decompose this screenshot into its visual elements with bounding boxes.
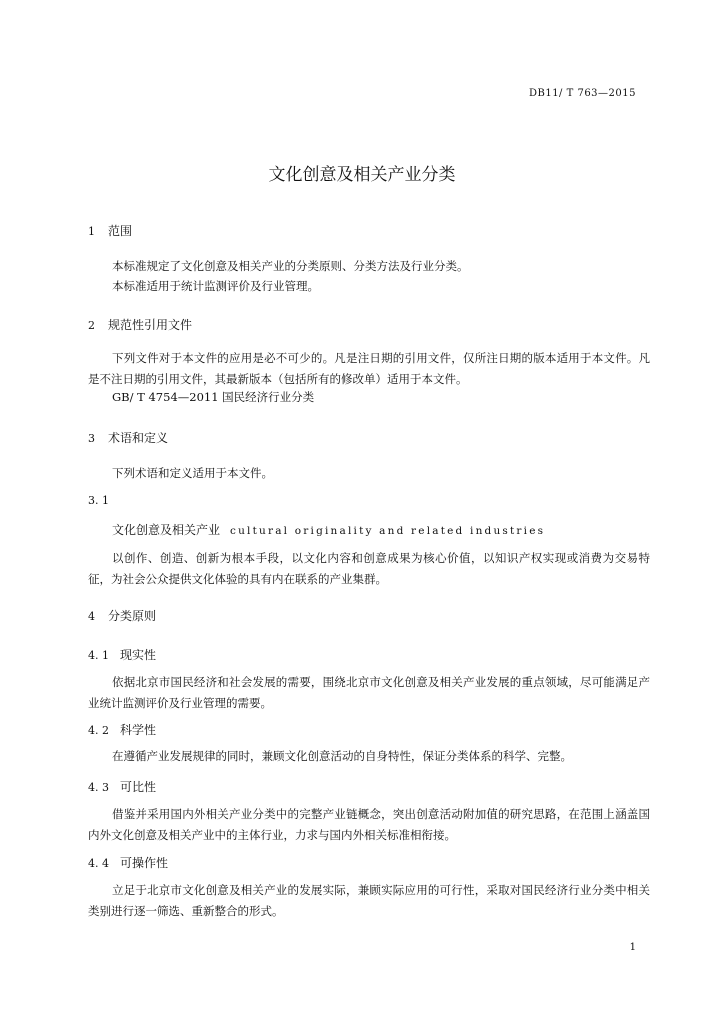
term-english: cultural originality and related industries — [230, 525, 546, 537]
section-title: 范围 — [108, 224, 133, 238]
section-number: 2 — [88, 319, 95, 332]
subsection-number: 3. 1 — [88, 494, 109, 507]
subsection-title: 可比性 — [120, 780, 157, 794]
subsection-number: 4. 1 — [88, 649, 109, 662]
subsection-4-2-heading — [88, 721, 156, 738]
section-3-heading — [88, 429, 168, 446]
section-title: 分类原则 — [108, 609, 157, 623]
subsection-4-1-heading — [88, 646, 156, 663]
term-entry — [112, 521, 545, 538]
subsection-number: 4. 4 — [88, 857, 109, 870]
term-definition: 以创作、创造、创新为根本手段，以文化内容和创意成果为核心价值，以知识产权实现或消费为交易特征，为社会公众提供文化体验的具有内在联系的产业集群。 — [88, 551, 650, 586]
subsection-4-3-heading — [88, 778, 156, 795]
section-number: 1 — [88, 225, 95, 238]
section-number: 4 — [88, 610, 95, 623]
paragraph: 下列文件对于本文件的应用是必不可少的。凡是注日期的引用文件，仅所注日期的版本适用于本文件。凡是不注日期的引用文件，其最新版本（包括所有的修改单）适用于本文件。 — [88, 351, 650, 386]
document-title: 文化创意及相关产业分类 — [268, 165, 456, 185]
paragraph: 在遵循产业发展规律的同时，兼顾文化创意活动的自身特性，保证分类体系的科学、完整。 — [112, 749, 572, 763]
section-4-heading — [88, 607, 156, 624]
subsection-4-4-heading — [88, 854, 168, 871]
subsection-title: 可操作性 — [120, 856, 169, 870]
section-2-heading — [88, 316, 192, 333]
term-chinese: 文化创意及相关产业 — [112, 523, 221, 537]
paragraph: 借鉴并采用国内外相关产业分类中的完整产业链概念，突出创意活动附加值的研究思路，在范围上涵盖国内外文化创意及相关产业中的主体行业，力求与国内外相关标准相衔接。 — [88, 807, 650, 842]
paragraph: 立足于北京市文化创意及相关产业的发展实际，兼顾实际应用的可行性，采取对国民经济行业分类中相关类别进行逐一筛选、重新整合的形式。 — [88, 883, 650, 918]
section-1-heading — [88, 222, 132, 239]
paragraph: 本标准适用于统计监测评价及行业管理。 — [112, 279, 319, 293]
subsection-number: 4. 2 — [88, 724, 109, 737]
section-title: 规范性引用文件 — [108, 318, 193, 332]
subsection-title: 现实性 — [120, 648, 157, 662]
paragraph: 依据北京市国民经济和社会发展的需要，围绕北京市文化创意及相关产业发展的重点领域，尽可能满足产业统计监测评价及行业管理的需要。 — [88, 675, 650, 710]
section-title: 术语和定义 — [108, 431, 169, 445]
normative-reference: GB/ T 4754—2011 国民经济行业分类 — [112, 390, 315, 404]
paragraph: 下列术语和定义适用于本文件。 — [112, 466, 273, 480]
paragraph: 本标准规定了文化创意及相关产业的分类原则、分类方法及行业分类。 — [112, 259, 469, 273]
subsection-title: 科学性 — [120, 723, 157, 737]
standard-code: DB11/ T 763—2015 — [528, 88, 636, 99]
subsection-number: 4. 3 — [88, 781, 109, 794]
section-number: 3 — [88, 432, 95, 445]
page-number: 1 — [629, 942, 636, 953]
